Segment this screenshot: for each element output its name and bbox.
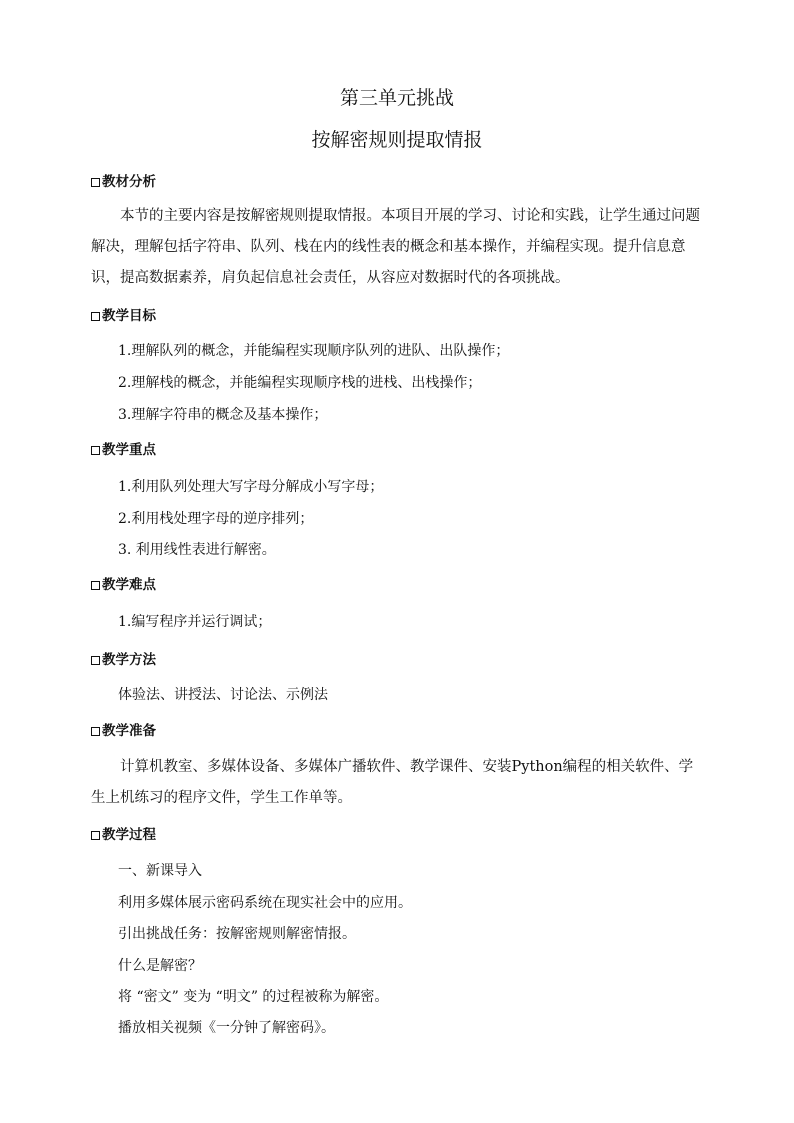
list-item: 体验法、讲授法、讨论法、示例法 bbox=[118, 687, 328, 703]
section-heading-preparation bbox=[91, 722, 156, 740]
preparation-paragraph: 计算机教室、多媒体设备、多媒体广播软件、教学课件、安装Python编程的相关软件、学生上机练习的程序文件，学生工作单等。 bbox=[91, 759, 694, 806]
list-item: 2.利用栈处理字母的逆序排列； bbox=[118, 511, 314, 527]
section-heading-label: 教学过程 bbox=[102, 827, 156, 843]
list-item: 引出挑战任务：按解密规则解密情报。 bbox=[118, 926, 356, 942]
checkbox-icon bbox=[91, 656, 100, 665]
section-heading-label: 教学重点 bbox=[102, 442, 156, 458]
list-item: 3.理解字符串的概念及基本操作； bbox=[118, 407, 328, 423]
section-heading-label: 教学难点 bbox=[102, 577, 156, 593]
checkbox-icon bbox=[91, 446, 100, 455]
main-title: 第三单元挑战 bbox=[339, 87, 454, 109]
list-item: 3. 利用线性表进行解密。 bbox=[118, 542, 276, 558]
list-item: 播放相关视频《一分钟了解密码》。 bbox=[118, 1020, 335, 1036]
section-heading-label: 教材分析 bbox=[102, 174, 156, 190]
sub-title: 按解密规则提取情报 bbox=[311, 129, 483, 151]
list-item: 1.编写程序并运行调试； bbox=[118, 614, 272, 630]
checkbox-icon bbox=[91, 727, 100, 736]
list-item: 2.理解栈的概念，并能编程实现顺序栈的进栈、出栈操作； bbox=[118, 375, 482, 391]
list-item: 一、新课导入 bbox=[118, 863, 202, 879]
section-heading-key-points bbox=[91, 441, 156, 459]
section-heading-analysis bbox=[91, 173, 156, 191]
list-item: 将 “密文” 变为 “明文” 的过程被称为解密。 bbox=[118, 989, 389, 1005]
analysis-paragraph: 本节的主要内容是按解密规则提取情报。本项目开展的学习、讨论和实践，让学生通过问题解决，理解包括字符串、队列、栈在内的线性表的概念和基本操作，并编程实现。提升信息意识，提高数据素养，肩负起信息社会责任，从容应对数据时代的各项挑战。 bbox=[91, 208, 700, 286]
checkbox-icon bbox=[91, 581, 100, 590]
section-heading-methods bbox=[91, 651, 156, 669]
checkbox-icon bbox=[91, 312, 100, 321]
section-heading-label: 教学方法 bbox=[102, 652, 156, 668]
checkbox-icon bbox=[91, 178, 100, 187]
section-heading-label: 教学准备 bbox=[102, 723, 156, 739]
checkbox-icon bbox=[91, 831, 100, 840]
section-heading-process bbox=[91, 826, 156, 844]
section-heading-difficulties bbox=[91, 576, 156, 594]
section-heading-objectives bbox=[91, 307, 156, 325]
list-item: 1.理解队列的概念，并能编程实现顺序队列的进队、出队操作； bbox=[118, 343, 510, 359]
list-item: 1.利用队列处理大写字母分解成小写字母； bbox=[118, 479, 384, 495]
list-item: 利用多媒体展示密码系统在现实社会中的应用。 bbox=[118, 895, 412, 911]
section-heading-label: 教学目标 bbox=[102, 308, 156, 324]
list-item: 什么是解密？ bbox=[118, 958, 202, 974]
